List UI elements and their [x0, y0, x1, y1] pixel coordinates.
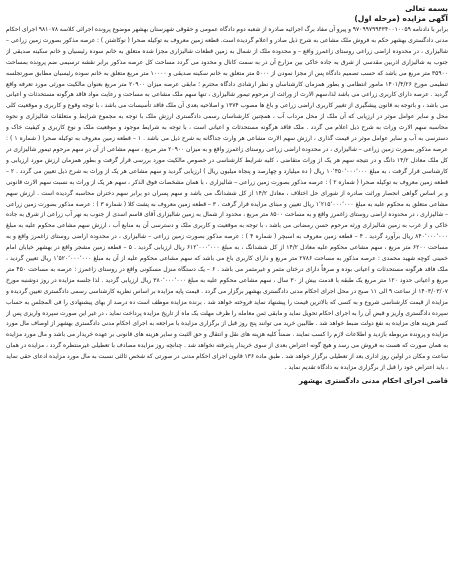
invocation-heading: بسمه تعالی — [405, 4, 448, 13]
judge-signature: قاضی اجرای احکام مدنی دادگستری بهشهر — [299, 377, 448, 385]
notice-title: آگهی مزایده (مرحله اول) — [354, 14, 448, 23]
notice-page — [6, 4, 448, 572]
notice-body: برابر با دادنامه ۹۷۰۹۹۷۹۹۴۳۴۰۰۱۰۰۵۹ و پیرو آن مفاد برگ اجرائیه صادره از شعبه دوم دادگاه عمومی و حقوقی شهرستان بهشهر موضوع پرونده اجرائی کلاسه ۹۸۱۰۷۸ اجرای احکام مدنی دادگستری بهشهر حکم به فروش ملک مشاعی به شرح ذیل صادر و اعلام گردیده است. قطعه زمین معروف به توکیله صحرا ( نوکاشتن ) : عرصه مذکور بصورت زمین زراعی – شالیزاری ، در محدوده اراضی زراعی روستای زاغمرز واقع – و محدوده ملک از شمال به زمین قطعات شالیزاری مجزا شده متعلق به خانم سوده رئیسیان و خانم سکینه صدیقی از جنوب به شالیزاری اذربین مقدسی از شرق به جاده خاکی بین مزارع آن در به سمت کانال و محدود می گردد مساحت کل عرصه مذکور برابر نقشه ترسیمی ضم پرونده بمساحت ۳۵۹۰۰ متر مربع می باشد که حسب تصمیم دادگاه پس از مجزا نمودن از ۵۰۰۰ متر متعلق به خانم سکینه صدیقی و ۱۰۰۰۰ متر مربع متعلق به خانم سوده رئیسیان مطابق صورتجلسه تنظیمی مورخ ۱۴۰۱/۴/۲۶ مامور انتظامی و بطور همزمان کارشناسان و نظر ارشادی دادگاه محترم ؛ مابقی عرصه میزان ۲۰۹۰۰ متر مربع بعنوان مالکیت مورثی مورد تعرفه واقع گردید . عرصه دارای کاربری زراعی می باشد لذا،سهم الارث از وراثت از مرحوم تیمور شالیزاری ، تنها سهم ملک مشاعی به مساحت و رعایت مواد فاقد هرگونه مستحدثات و اعیانی می باشد ، و باتوجه به قانون پیشگیری از تغییر کاربری اراضی زراعی و باغ ها مصوب ۱۳۷۴ و اصلاحیه بعدی آن ملک فاقد تأسیسات می باشد ، با توجه وقوع و کاربری و موقعیت کلی محل و سایر عوامل موثر در ارزیابی که آن ملک از محل مرداب آب ، همچنین کارشناسان رسمی دادگستری ارزش ملک با توجه به مجموع شرایط و متعلقات شالیزاری و نحوه محاسبه سهم الارث وراث به شرح ذیل اعلام می گردد . ملک فاقد هرگونه مستحدثات و اعیانی است ، با توجه به شرایط موجود و موقعیت ملک و نوع کاربری و کیفیت خاک و دسترسی به آب و سایر عوامل موثر در قیمت گذاری ، ارزش سهم الارث مشاعی هر وارث جداگانه به شرح ذیل می باشد . ۱ – قطعه زمین معروف به توکیله صحرا ( شماره ۱ ) : عرصه مذکور بصورت زمین زراعی – شالیزاری ، در محدوده اراضی زراعی روستای زاغمرز واقع و به میزان ۲۰۹۰۰ متر مربع ، سهم مشاعی از آن در سهم مرحوم تیمور شالیزاری در کل ملک معادل ۱۴/۲ دانگ و در نتیجه سهم هر یک از وراث متقاضی ، کلیه شرایط کارشناسی در خصوص مالکیت مورد بررسی قرار گرفت و بطور همزمان ارزش مورد ارزیابی و کارشناسی قرار گرفت ، به مبلغ ۱۰٬۴۵۰٬۰۰۰٬۰۰۰ ریال ( ده میلیارد و چهارصد و پنجاه میلیون ریال ) ارزیابی گردید و سهم مشاعی هر یک از وراث به شرح ذیل تعیین می گردد . ۲ – قطعه زمین معروف به توکیله صحرا ( شماره ۲ ) : عرصه مذکور بصورت زمین زراعی – شالیزاری ، با همان مشخصات فوق الذکر ، سهم هر یک از وراث به نسبت سهم الارث قانونی و بر اساس گواهی انحصار وراثت صادره از شورای حل اختلاف ، معادل ۱۴/۲ از کل ششدانگ می باشد و سهم پسران دو برابر سهم دختران محاسبه گردیده است . ارزش سهم مشاعی متعلق به محکوم علیه به مبلغ ۱٬۲۱۵٬۰۰۰٬۰۰۰ ریال تعیین و مبنای مزایده قرار گرفت . ۳ – قطعه زمین معروف به پشت کلا ( شماره ۳ ) : عرصه مذکور بصورت زمین زراعی – شالیزاری ، در محدوده اراضی روستای زاغمرز واقع و به مساحت ۸۵۰۰ متر مربع ، محدود از شمال به زمین شالیزاری آقای قاسم اسدی از جنوب به نهر آب زراعی از شرق به جاده خاکی و از غرب به زمین شالیزاری ورثه مرحوم حسن رمضانی می باشد ، با توجه به موقعیت و کاربری ملک و دسترسی آن به منابع آب ، ارزش سهم مشاعی محکوم علیه به مبلغ ۸۴۰٬۰۰۰٬۰۰۰ ریال برآورد گردید . ۴ – قطعه زمین معروف به اسبچر ( شماره ۴ ) : عرصه مذکور بصورت زمین زراعی – شالیزاری ، در محدوده اراضی روستای زاغمرز واقع و به مساحت ۶۲۰۰ متر مربع ، سهم مشاعی محکوم علیه معادل ۱۴/۲ از کل ششدانگ ، به مبلغ ۶۱۲٬۰۰۰٬۰۰۰ ریال ارزیابی گردید . ۵ – قطعه زمین مشجر واقع در بهشهر خیابان امام خمینی کوچه شهید محمدی : عرصه مذکور به مساحت ۲۷۸۶ متر مربع و دارای کاربری باغ می باشد که سهم مشاعی محکوم علیه از آن به مبلغ ۱٬۵۲۰٬۰۰۰٬۰۰۰ ریال تعیین گردید ، ملک فاقد هرگونه مستحدثات و اعیانی بوده و صرفاً دارای درختان مثمر و غیرمثمر می باشد . ۶ – یک دستگاه منزل مسکونی واقع در روستای زاغمرز : عرصه به مساحت ۴۵۰ متر مربع و اعیانی حدود ۱۲۰ متر مربع یک طبقه با قدمت بیش از ۳۰ سال ، سهم مشاعی محکوم علیه به مبلغ ۳۸۰٬۰۰۰٬۰۰۰ ریال ارزیابی گردید . لذا جلسه مزایده در روز دوشنبه مورخ ۱۴۰۳/۰۳/۰۷ از ساعت ۹ الی ۱۱ صبح در محل اجرای احکام مدنی دادگستری بهشهر برگزار می گردد . قیمت پایه مزایده بر اساس نظریه کارشناسی رسمی دادگستری تعیین گردیده و مزایده از قیمت کارشناسی شروع و به کسی که بالاترین قیمت را پیشنهاد نماید فروخته خواهد شد . برنده مزایده موظف است ده درصد از بهای پیشنهادی را فی المجلس به حساب سپرده دادگستری واریز و قبض آن را به اجرای احکام تحویل نماید و مابقی ثمن معامله را ظرف مهلت یک ماه از تاریخ مزایده پرداخت نماید ، در غیر این صورت سپرده واریزی پس از کسر هزینه های مزایده به نفع دولت ضبط خواهد شد . طالبین خرید می توانند پنج روز قبل از برگزاری مزایده با مراجعه به اجرای احکام مدنی دادگستری بهشهر از اوصاف مال مورد مزایده و پرونده مربوطه بازدید و اطلاعات لازم را کسب نمایند . ضمناً کلیه هزینه های نقل و انتقال و حق الثبت و سایر هزینه های قانونی بر عهده خریدار می باشد و مال مورد مزایده به همان صورت که هست به فروش می رسد و هیچ گونه اعتراض بعدی از سوی خریدار پذیرفته نخواهد شد . چنانچه روز مزایده مصادف با تعطیلی غیرمنتظره گردد ، مزایده در همان ساعت و مکان در اولین روز اداری بعد از تعطیلی برگزار خواهد شد . طبق ماده ۱۳۶ قانون اجرای احکام مدنی در صورتی که شخص ثالثی نسبت به مال مورد مزایده ادعای حقی نماید ، باید اعتراض خود را قبل از برگزاری مزایده به دادگاه تقدیم نماید . — [6, 26, 448, 372]
